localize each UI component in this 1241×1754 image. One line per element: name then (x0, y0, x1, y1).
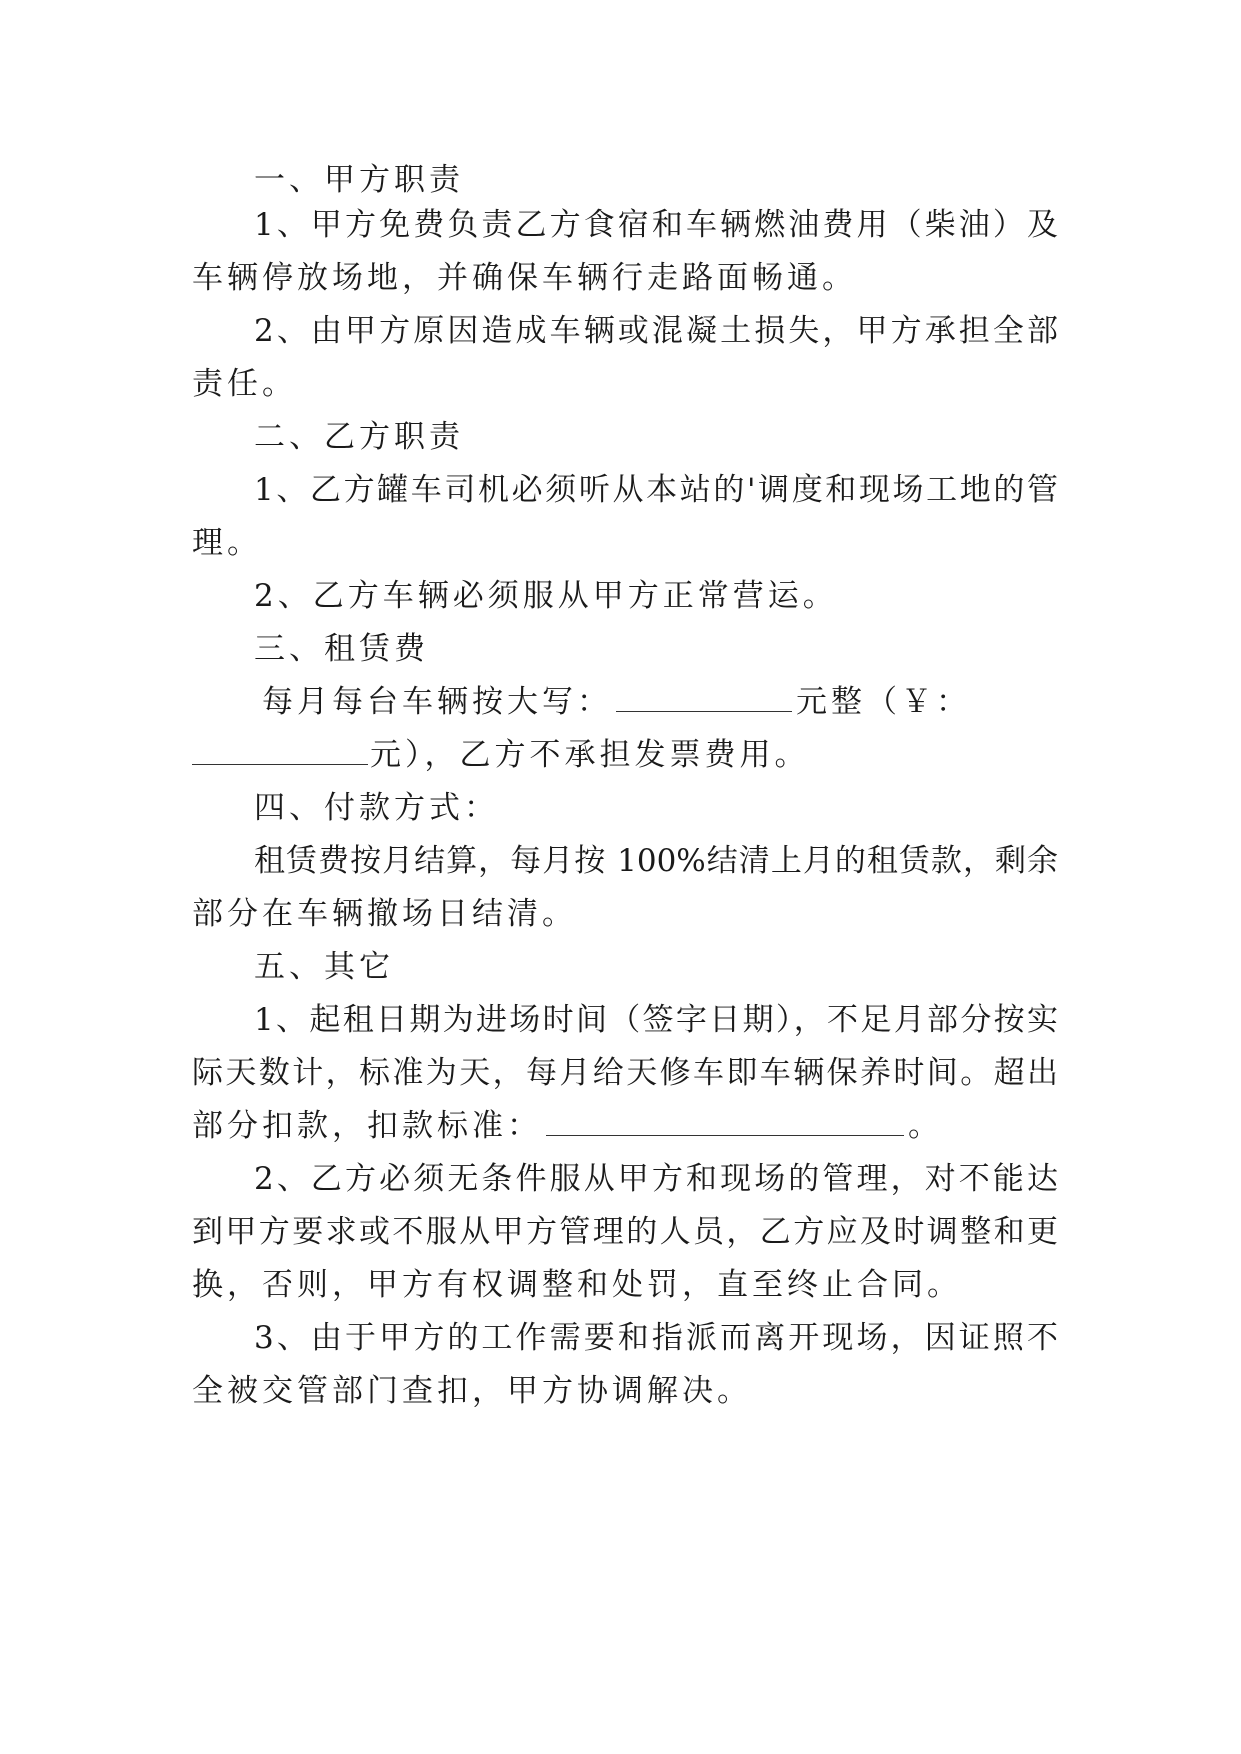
rent-middle: 元整（￥： (796, 684, 971, 720)
deduct-standard-blank (546, 1109, 904, 1136)
paragraph-line: 1、乙方罐车司机必须听从本站的'调度和现场工地的管 (254, 472, 1058, 508)
paragraph-line: 1、起租日期为进场时间（签字日期），不足月部分按实 (254, 1002, 1058, 1038)
paragraph-line: 3、由于甲方的工作需要和指派而离开现场，因证照不 (254, 1320, 1058, 1356)
paragraph-line: 部分在车辆撤场日结清。 (192, 896, 577, 932)
rent-prefix: 每月每台车辆按大写： (262, 684, 612, 720)
paragraph-line: 际天数计，标准为天，每月给天修车即车辆保养时间。超出 (192, 1055, 1058, 1091)
section-heading-other: 五、其它 (254, 949, 394, 985)
section-heading-payment: 四、付款方式： (254, 790, 499, 826)
deduct-suffix: 。 (908, 1108, 943, 1144)
rent-line-2 (192, 735, 810, 775)
paragraph-line: 1、甲方免费负责乙方食宿和车辆燃油费用（柴油）及 (254, 207, 1058, 243)
rent-amount-numeric-blank (192, 738, 368, 765)
paragraph-line: 2、乙方必须无条件服从甲方和现场的管理，对不能达 (254, 1161, 1058, 1197)
section-heading-rent: 三、租赁费 (254, 631, 429, 667)
rent-suffix: 元），乙方不承担发票费用。 (370, 737, 810, 773)
deduct-line (192, 1106, 943, 1146)
rent-amount-uppercase-blank (616, 685, 792, 712)
paragraph-line: 全被交管部门查扣，甲方协调解决。 (192, 1373, 752, 1409)
section-heading-party-b: 二、乙方职责 (254, 419, 464, 455)
paragraph-line: 车辆停放场地，并确保车辆行走路面畅通。 (192, 260, 857, 296)
paragraph-line: 换，否则，甲方有权调整和处罚，直至终止合同。 (192, 1267, 962, 1303)
paragraph-line: 到甲方要求或不服从甲方管理的人员，乙方应及时调整和更 (192, 1214, 1058, 1250)
paragraph-line: 责任。 (192, 366, 297, 402)
paragraph-line: 理。 (192, 525, 262, 561)
paragraph-line: 2、由甲方原因造成车辆或混凝土损失，甲方承担全部 (254, 313, 1058, 349)
deduct-prefix: 部分扣款，扣款标准： (192, 1108, 542, 1144)
paragraph-line: 2、乙方车辆必须服从甲方正常营运。 (254, 578, 838, 614)
rent-line-1 (262, 682, 971, 722)
section-heading-party-a: 一、甲方职责 (254, 162, 464, 198)
paragraph-line: 租赁费按月结算，每月按 100%结清上月的租赁款，剩余 (254, 843, 1058, 879)
